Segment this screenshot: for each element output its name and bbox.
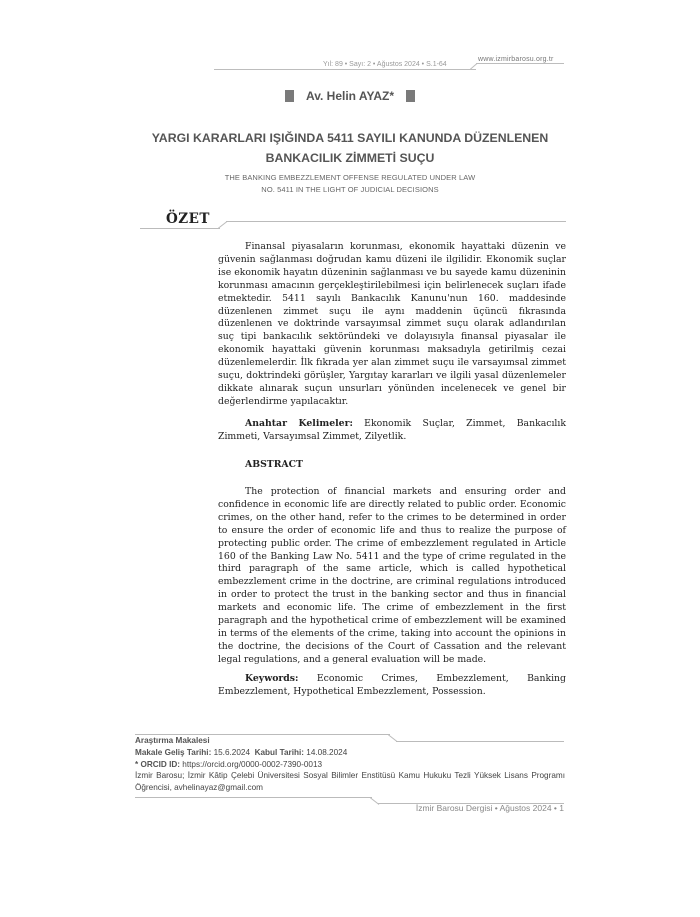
accepted-label: Kabul Tarihi: — [254, 747, 304, 757]
journal-footer: İzmir Barosu Dergisi • Ağustos 2024 • 1 — [415, 803, 564, 813]
abstract-body — [218, 486, 566, 667]
received-date: 15.6.2024 — [211, 747, 250, 757]
orcid-link[interactable]: https://orcid.org/0000-0002-7390-0013 — [180, 759, 323, 769]
square-marker-icon — [285, 90, 294, 102]
orcid-label: * ORCID ID: — [135, 759, 181, 769]
author-line — [0, 89, 700, 103]
keywords-text-tr: Ekonomik Suçlar, Zimmet, Bankacılık Zimmeti, Varsayımsal Zimmet, Zilyetlik. — [218, 418, 567, 442]
title-turkish-line: BANKACILIK ZİMMETİ SUÇU — [265, 151, 435, 165]
ozet-paragraph: Finansal piyasaların korunması, ekonomik hayattaki düzenin ve güvenin sağlanması doğrudan kamu düzeni ile ilgilidir. Ekonomik suçlar ise ekonomik hayatın düzeninin sağlanması ve bu sayede kamu düzeninin korunması amacının gerçekleştirilebilmesi için belirlenecek suçları ifade etmektedir. 5411 sayılı Bankacılık Kanunu'nun 160. maddesinde düzenlenen zimmet suçu ile aynı maddenin üçüncü fıkrasında düzenlenen ve doktrinde varsayımsal zimmet suçu olarak adlandırılan suç tipi bankacılık sektöründeki ve dolayısıyla finansal piyasalar ile ekonomik hayattaki güvenin korunması maksadıyla getirilmiş cezai düzenlemelerdir. İlk fıkrada yer alan zimmet suçu ile varsayımsal zimmet suçu, doktrindeki görüşler, Yargıtay kararları ve ilgili yasal düzenlemeler dikkate alınarak suçun unsurları yönünden incelenecek ve genel bir değerlendirme yapılacaktır. — [218, 241, 566, 407]
keywords-label-en: Keywords: — [245, 673, 299, 684]
abstract-heading: ABSTRACT — [245, 459, 303, 470]
title-english-line: THE BANKING EMBEZZLEMENT OFFENSE REGULATED UNDER LAW — [224, 173, 476, 182]
abstract-paragraph: The protection of financial markets and ensuring order and confidence in economic life are directly related to public order. Economic crimes, on the other hand, refer to the crimes to be determined in order to ensure the order of economic life and thus to realize the purpose of protecting public order. The crime of embezzlement regulated in Article 160 of the Banking Law No. 5411 and the type of crime regulated in the third paragraph of the same article, which is called hypothetical embezzlement crime in the doctrine, are criminal regulations introduced in order to protect the trust in the banking sector and thus in financial markets and economic life. The crime of embezzlement in the first paragraph and the hypothetical crime of embezzlement will be examined in terms of the elements of the crime, taking into account the opinions in the doctrine, the decisions of the Court of Cassation and the relevant legal regulations, and a general evaluation will be made. — [218, 486, 566, 665]
abstract-keywords — [218, 673, 566, 699]
ozet-heading: ÖZET — [166, 211, 210, 227]
accepted-date: 14.08.2024 — [304, 747, 348, 757]
title-english — [200, 172, 500, 196]
article-info — [135, 735, 565, 794]
keywords-text-en: Economic Crimes, Embezzlement, Banking Embezzlement, Hypothetical Embezzlement, Possession. — [218, 673, 566, 697]
header-rule-right — [476, 63, 564, 64]
issue-info: Yıl: 89 • Sayı: 2 • Ağustos 2024 • S.1-64 — [323, 61, 447, 68]
author-name: Av. Helin AYAZ* — [305, 89, 395, 103]
received-label: Makale Geliş Tarihi: — [135, 747, 212, 757]
section-rule-slant — [218, 221, 228, 229]
article-type: Araştırma Makalesi — [135, 736, 210, 745]
title-turkish-line: YARGI KARARLARI IŞIĞINDA 5411 SAYILI KANUNDA DÜZENLENEN — [151, 131, 549, 145]
title-turkish — [120, 128, 580, 168]
section-rule — [140, 228, 220, 229]
ozet-keywords — [218, 418, 566, 444]
title-english-line: NO. 5411 IN THE LIGHT OF JUDICIAL DECISIONS — [261, 185, 439, 194]
header-rule — [214, 69, 476, 70]
keywords-label-tr: Anahtar Kelimeler: — [245, 418, 353, 429]
author-affiliation: İzmir Barosu; İzmir Kâtip Çelebi Üniversitesi Sosyal Bilimler Enstitüsü Kamu Hukuku Tezli Yüksek Lisans Programı Öğrencisi, avhelinayaz@gmail.com — [135, 771, 565, 793]
journal-website[interactable]: www.izmirbarosu.org.tr — [478, 56, 554, 63]
header-rule-slant — [470, 63, 478, 70]
section-rule-long — [226, 221, 566, 222]
ozet-body — [218, 241, 566, 409]
square-marker-icon — [406, 90, 415, 102]
footer-rule-bottom — [135, 797, 372, 798]
